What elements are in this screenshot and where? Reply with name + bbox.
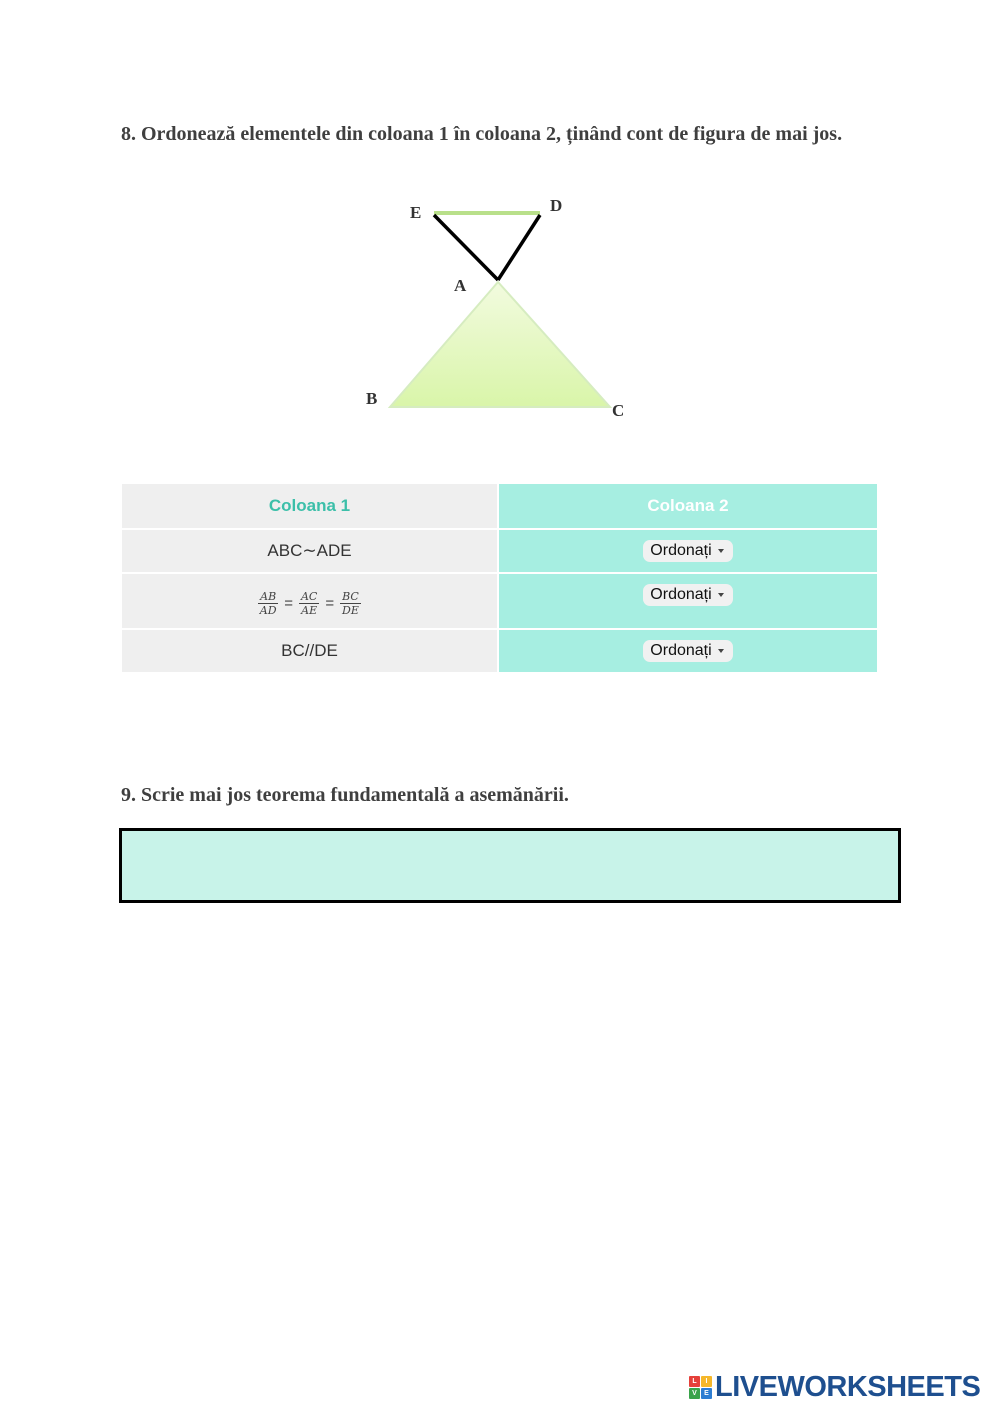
ratio-equation: $\frac{AB}{AD}$ = $\frac{AC}{AE}$ = $\frac{BC}{DE}$ [259,590,359,617]
label-b: B [366,389,378,408]
order-dropdown-2[interactable] [643,584,732,606]
segment-ea [434,215,498,280]
table-row [122,530,877,572]
row-2-left-cell [122,574,497,628]
header-coloana-2: Coloana 2 [499,484,877,528]
liveworksheets-logo [689,1372,980,1402]
label-e: E [410,203,422,222]
order-dropdown-3[interactable] [643,640,732,662]
row-3-left-cell [122,630,497,672]
fraction-bc-de: $\frac{BC}{DE}$ [342,590,359,617]
order-dropdown-1[interactable] [643,540,732,562]
fraction-ac-ae: $\frac{AC}{AE}$ [300,590,318,617]
chevron-down-icon [718,593,724,597]
triangle-figure [360,190,640,425]
segment-da [498,215,540,280]
dropdown-label: Ordonați [650,586,712,603]
label-c: C [612,401,625,420]
table-row [122,630,877,672]
row-1-left-cell [122,530,497,572]
logo-icon: L I V E [689,1376,712,1399]
row-1-right-cell [499,530,877,572]
chevron-down-icon [718,549,724,553]
triangle-abc [390,282,610,407]
chevron-down-icon [718,649,724,653]
logo-text: LIVEWORKSHEETS [715,1370,981,1403]
label-a: A [454,276,467,295]
header-coloana-1: Coloana 1 [122,484,497,528]
label-d: D [550,196,563,215]
row-2-right-cell [499,574,877,628]
dropdown-label: Ordonați [650,642,712,659]
question-9-text: 9. Scrie mai jos teorema fundamentală a asemănării. [121,784,569,806]
question-8-text: 8. Ordonează elementele din coloana 1 în coloana 2, ținând cont de figura de mai jos. [121,123,843,145]
table-row [122,574,877,628]
row-3-statement: BC//DE [281,641,338,660]
dropdown-label: Ordonați [650,542,712,559]
row-1-statement: ABC∼ADE [267,541,352,560]
table-header-row [122,484,877,528]
fraction-ab-ad: $\frac{AB}{AD}$ [259,590,277,617]
row-3-right-cell [499,630,877,672]
answer-text-box[interactable] [119,828,901,903]
matching-table [120,482,879,674]
